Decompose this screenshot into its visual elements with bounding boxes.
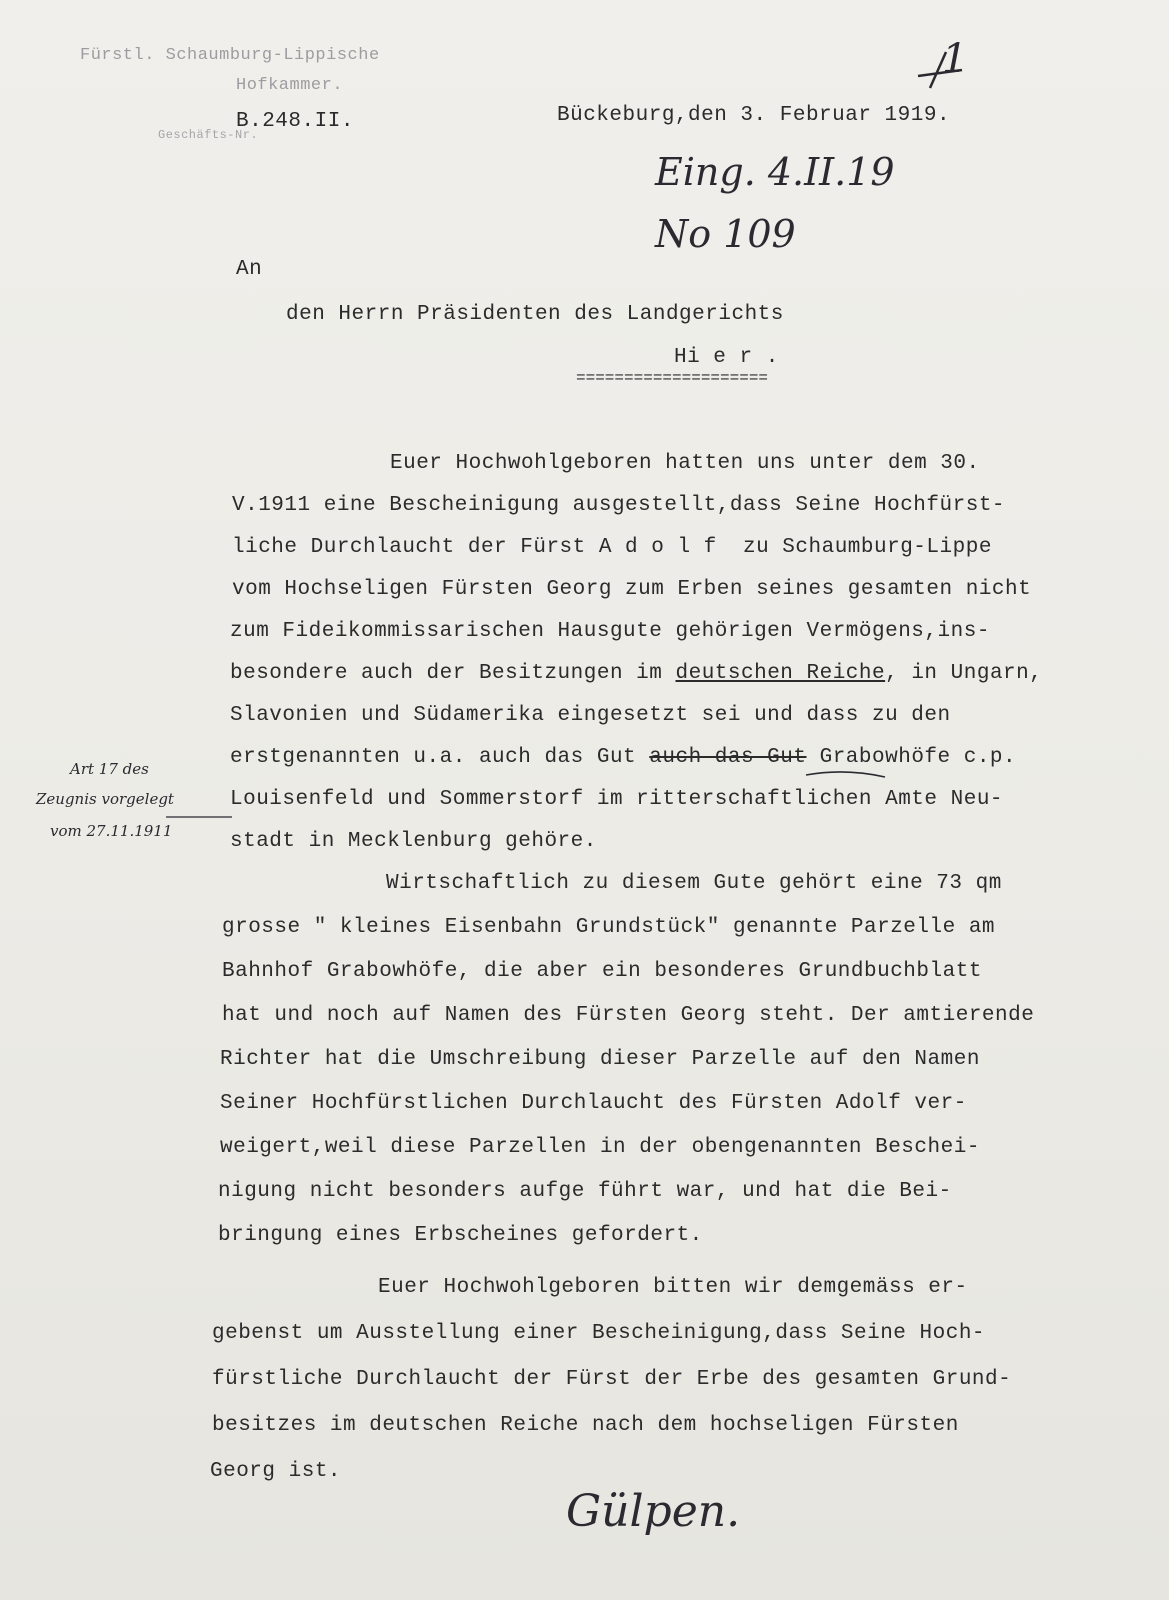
p2-line4: hat und noch auf Namen des Fürsten Georg steht. Der amtierende [222,1004,1035,1027]
p3-line5: Georg ist. [210,1460,342,1483]
p2-line2: grosse " kleines Eisenbahn Grundstück" genannte Parzelle am [222,916,996,939]
receipt-note-line1: Eing. 4.II.19 [655,150,895,194]
p1-line2: V.1911 eine Bescheinigung ausgestellt,dass Seine Hochfürst- [232,494,1006,517]
p1-line9: Louisenfeld und Sommerstorf im ritterschaftlichen Amte Neu- [230,788,1004,811]
recipient-name: den Herrn Präsidenten des Landgerichts [286,303,784,326]
p2-line9: bringung eines Erbscheines gefordert. [218,1224,703,1247]
p1-struck-phrase: auch das Gut [649,746,807,769]
corner-mark: 1 [942,36,968,82]
p2-line5: Richter hat die Umschreibung dieser Parzelle auf den Namen [220,1048,980,1071]
p1-line7: Slavonien und Südamerika eingesetzt sei und dass zu den [230,704,951,727]
tilde-mark [806,772,885,777]
p2-line7: weigert,weil diese Parzellen in der obengenannten Beschei- [220,1136,980,1159]
file-number: B.248.II. [236,110,354,133]
p1-line6-start: besondere auch der Besitzungen im [230,662,676,685]
p2-line8: nigung nicht besonders aufge führt war, und hat die Bei- [218,1180,952,1203]
p3-line1: Euer Hochwohlgeboren bitten wir demgemäss er- [378,1276,968,1299]
signature: Gülpen. [566,1486,741,1537]
p3-line3: fürstliche Durchlaucht der Fürst der Erbe des gesamten Grund- [212,1368,1012,1391]
recipient-rule: ==================== [576,369,769,387]
p1-line1: Euer Hochwohlgeboren hatten uns unter dem 30. [390,452,980,475]
corner-mark-stroke [918,52,962,88]
p1-line8-start: erstgenannten u.a. auch das Gut [230,746,650,769]
p1-underlined-phrase: deutschen Reiche [675,662,886,685]
p1-line4: vom Hochseligen Fürsten Georg zum Erben seines gesamten nicht [232,578,1032,601]
place-date: Bückeburg,den 3. Februar 1919. [557,104,951,127]
p2-line3: Bahnhof Grabowhöfe, die aber ein besonderes Grundbuchblatt [222,960,982,983]
recipient-place: Hi e r . [674,346,779,369]
recipient-prefix: An [236,258,263,281]
letterhead-stamp-line1: Fürstl. Schaumburg-Lippische [80,46,380,65]
margin-note-line3: vom 27.11.1911 [50,822,173,840]
p1-line6-end: , in Ungarn, [885,662,1043,685]
p1-line3: liche Durchlaucht der Fürst A d o l f zu Schaumburg-Lippe [232,536,992,559]
letterhead-stamp-line3: Geschäfts-Nr. [158,128,259,142]
p1-line8-end: Grabowhöfe c.p. [806,746,1017,769]
p1-line10: stadt in Mecklenburg gehöre. [230,830,597,853]
p2-line6: Seiner Hochfürstlichen Durchlaucht des Fürsten Adolf ver- [220,1092,967,1115]
p3-line2: gebenst um Ausstellung einer Bescheinigung,dass Seine Hoch- [212,1322,986,1345]
p3-line4: besitzes im deutschen Reiche nach dem hochseligen Fürsten [212,1414,959,1437]
margin-note-line1: Art 17 des [70,760,149,778]
p1-line5: zum Fideikommissarischen Hausgute gehörigen Vermögens,ins- [230,620,990,643]
receipt-note-line2: No 109 [655,212,796,256]
margin-note-line2: Zeugnis vorgelegt [36,790,174,808]
letterhead-stamp-line2: Hofkammer. [236,76,344,95]
p2-line1: Wirtschaftlich zu diesem Gute gehört eine 73 qm [386,872,1002,895]
